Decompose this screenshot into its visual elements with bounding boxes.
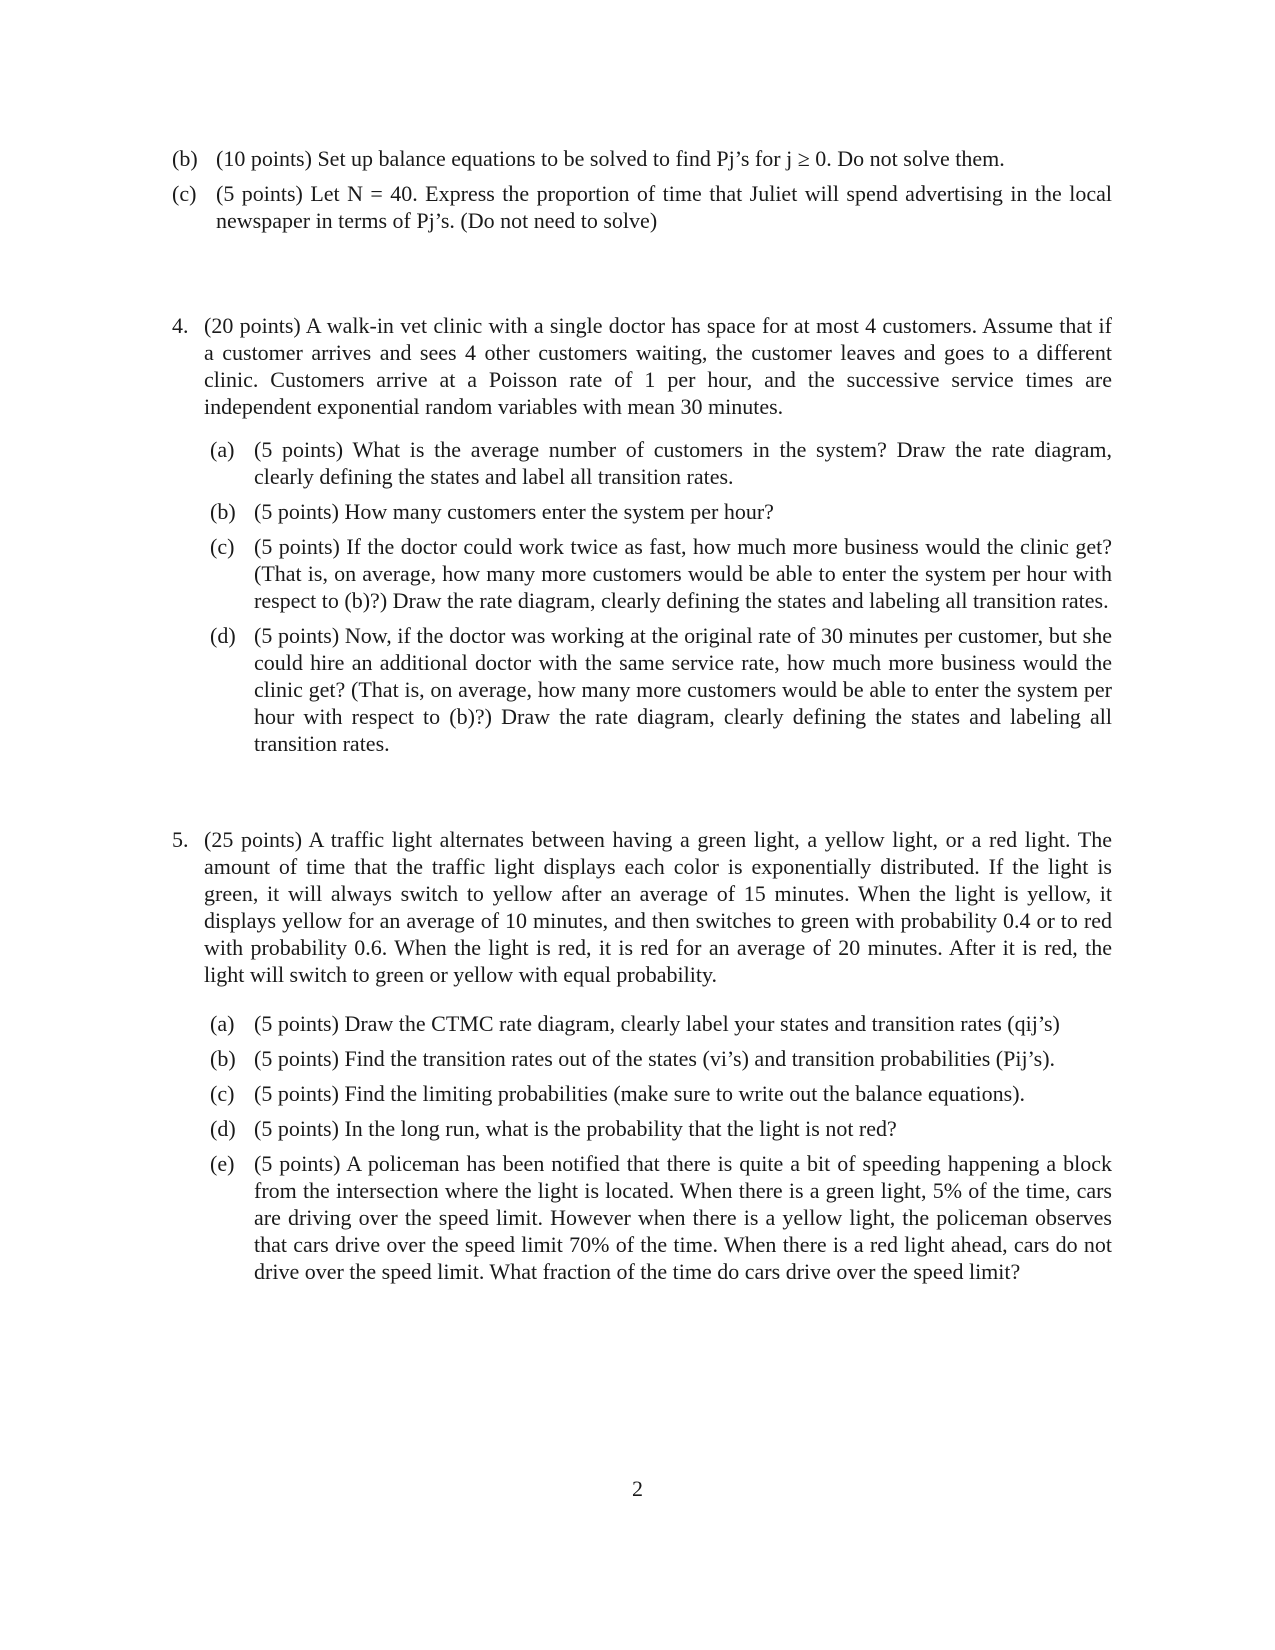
item-text: (5 points) Now, if the doctor was working at the original rate of 30 minutes per customer, but she could hire an additional doctor with the same service rate, how much more business would the clinic get? (That is, on average, how many more customers would be able to enter the system per hour with respect to (b)?) Draw the rate diagram, clearly defining the states and labeling all transition rates. xyxy=(254,623,1112,756)
item-text: (5 points) If the doctor could work twice as fast, how much more business would the clinic get? (That is, on average, how many more customers would be able to enter the system per hour with respect to (b)?) Draw the rate diagram, clearly defining the states and labeling all transition rates. xyxy=(254,534,1112,613)
item-label: (a) xyxy=(210,1011,235,1036)
item-label: (e) xyxy=(210,1151,235,1176)
item-label: (c) xyxy=(172,181,197,206)
item-label: (b) xyxy=(172,146,198,171)
item-text: (5 points) A policeman has been notified that there is quite a bit of speeding happening a block from the intersection where the light is located. When there is a green light, 5% of the time, cars are driving over the speed limit. However when there is a yellow light, the policeman observes that cars drive over the speed limit 70% of the time. When there is a red light ahead, cars do not drive over the speed limit. What fraction of the time do cars drive over the speed limit? xyxy=(254,1151,1112,1284)
item-text: (5 points) In the long run, what is the probability that the light is not red? xyxy=(254,1116,897,1141)
item-text: (5 points) Find the transition rates out of the states (vi’s) and transition probabilities (Pij’s). xyxy=(254,1046,1056,1071)
list-item xyxy=(210,533,1112,614)
problem-5 xyxy=(172,826,1112,1293)
list-item xyxy=(210,1010,1112,1037)
list-item xyxy=(210,436,1112,490)
continued-problem-parts xyxy=(172,145,1112,242)
list-item xyxy=(210,1150,1112,1285)
item-label: (d) xyxy=(210,1116,236,1141)
item-text: (5 points) Find the limiting probabilities (make sure to write out the balance equations). xyxy=(254,1081,1026,1106)
problem-4 xyxy=(172,312,1112,765)
problem-statement: (25 points) A traffic light alternates between having a green light, a yellow light, or a red light. The amount of time that the traffic light displays each color is exponentially distributed. If the light is green, it will always switch to yellow after an average of 15 minutes. When the light is yellow, it displays yellow for an average of 10 minutes, and then switches to green with probability 0.4 or to red with probability 0.6. When the light is red, it is red for an average of 20 minutes. After it is red, the light will switch to green or yellow with equal probability. xyxy=(204,827,1112,987)
list-item xyxy=(210,1080,1112,1107)
item-text: (5 points) Draw the CTMC rate diagram, clearly label your states and transition rates (qij’s) xyxy=(254,1011,1060,1036)
item-text: (5 points) How many customers enter the system per hour? xyxy=(254,499,774,524)
list-item xyxy=(172,180,1112,234)
problem-statement: (20 points) A walk-in vet clinic with a single doctor has space for at most 4 customers. Assume that if a customer arrives and sees 4 other customers waiting, the customer leaves and goes to a different clinic. Customers arrive at a Poisson rate of 1 per hour, and the successive service times are independent exponential random variables with mean 30 minutes. xyxy=(204,313,1112,419)
list-item xyxy=(172,145,1112,172)
problem-number: 4. xyxy=(172,313,189,338)
list-item xyxy=(210,498,1112,525)
item-text: (5 points) What is the average number of customers in the system? Draw the rate diagram, clearly defining the states and label all transition rates. xyxy=(254,437,1112,489)
problem-number: 5. xyxy=(172,827,189,852)
list-item xyxy=(210,1115,1112,1142)
item-label: (c) xyxy=(210,534,235,559)
item-label: (c) xyxy=(210,1081,235,1106)
item-label: (b) xyxy=(210,499,236,524)
item-label: (b) xyxy=(210,1046,236,1071)
item-label: (d) xyxy=(210,623,236,648)
item-label: (a) xyxy=(210,437,235,462)
page-number: 2 xyxy=(632,1476,643,1501)
item-text: (5 points) Let N = 40. Express the proportion of time that Juliet will spend advertising in the local newspaper in terms of Pj’s. (Do not need to solve) xyxy=(216,181,1112,233)
list-item xyxy=(210,1045,1112,1072)
item-text: (10 points) Set up balance equations to be solved to find Pj’s for j ≥ 0. Do not solve them. xyxy=(216,146,1005,171)
list-item xyxy=(210,622,1112,757)
